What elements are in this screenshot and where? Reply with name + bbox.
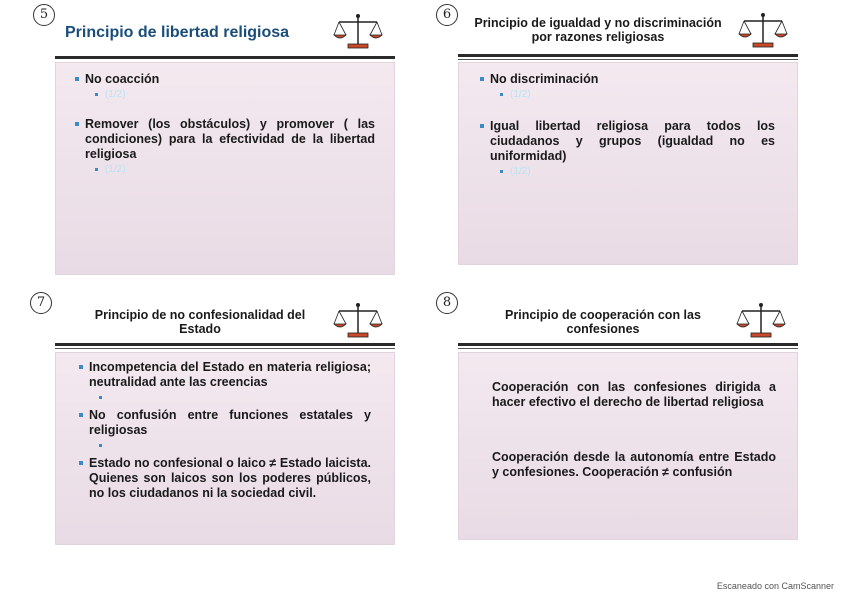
slide-no-confesionalidad: [36, 295, 395, 545]
title-divider-thin: [55, 348, 395, 349]
balance-scale-icon: [333, 13, 383, 51]
handwritten-number: 5: [33, 4, 55, 26]
paragraph: Cooperación con las confesiones dirigida a hacer efectivo el derecho de libertad religiosa: [492, 380, 776, 409]
sub-bullet: [89, 440, 371, 452]
sub-bullet: (1/2): [85, 164, 375, 176]
balance-scale-icon: [738, 12, 788, 50]
title-divider: [55, 343, 395, 346]
slide-body: [458, 352, 798, 540]
slide-title: Principio de igualdad y no discriminación por razones religiosas: [474, 16, 722, 45]
slide-title: Principio de libertad religiosa: [65, 24, 290, 41]
bullet-item: No confusión entre funciones estatales y religiosas: [89, 408, 371, 437]
slide-igualdad: [442, 7, 798, 275]
sub-bullet: (1/2): [490, 89, 775, 101]
balance-scale-icon: [333, 302, 383, 340]
sub-bullet: [89, 392, 371, 404]
slide-cooperacion: [442, 295, 798, 540]
balance-scale-icon: [736, 302, 786, 340]
sub-bullet: (1/2): [85, 89, 375, 101]
bullet-item: No discriminación: [490, 72, 775, 87]
bullet-item: Remover (los obstáculos) y promover ( las condiciones) para la efectividad de la libertad religiosa: [85, 117, 375, 161]
slide-title: Principio de cooperación con las confesiones: [505, 308, 701, 337]
title-divider-thin: [458, 59, 798, 60]
handwritten-number: 7: [30, 292, 52, 314]
bullet-item: Estado no confesional o laico ≠ Estado laicista. Quienes son laicos son los poderes públicos, no los ciudadanos ni la sociedad civil.: [89, 456, 371, 500]
sub-bullet: (1/2): [490, 166, 775, 178]
scanner-watermark: Escaneado con CamScanner: [716, 581, 834, 591]
slide-libertad-religiosa: [39, 7, 395, 275]
bullet-item: No coacción: [85, 72, 375, 87]
bullet-item: Incompetencia del Estado en materia religiosa; neutralidad ante las creencias: [89, 360, 371, 389]
slide-title: Principio de no confesionalidad del Estado: [94, 308, 306, 337]
title-divider: [458, 343, 798, 346]
slide-body: [55, 352, 395, 545]
paragraph: Cooperación desde la autonomía entre Estado y confesiones. Cooperación ≠ confusión: [492, 450, 776, 479]
bullet-item: Igual libertad religiosa para todos los ciudadanos y grupos (igualdad no es uniformidad): [490, 119, 775, 163]
title-divider: [458, 54, 798, 57]
title-divider-thin: [458, 348, 798, 349]
handwritten-number: 6: [436, 4, 458, 26]
title-divider: [55, 56, 395, 59]
handwritten-number: 8: [436, 292, 458, 314]
slide-body: [55, 62, 395, 275]
slide-body: [458, 62, 798, 265]
